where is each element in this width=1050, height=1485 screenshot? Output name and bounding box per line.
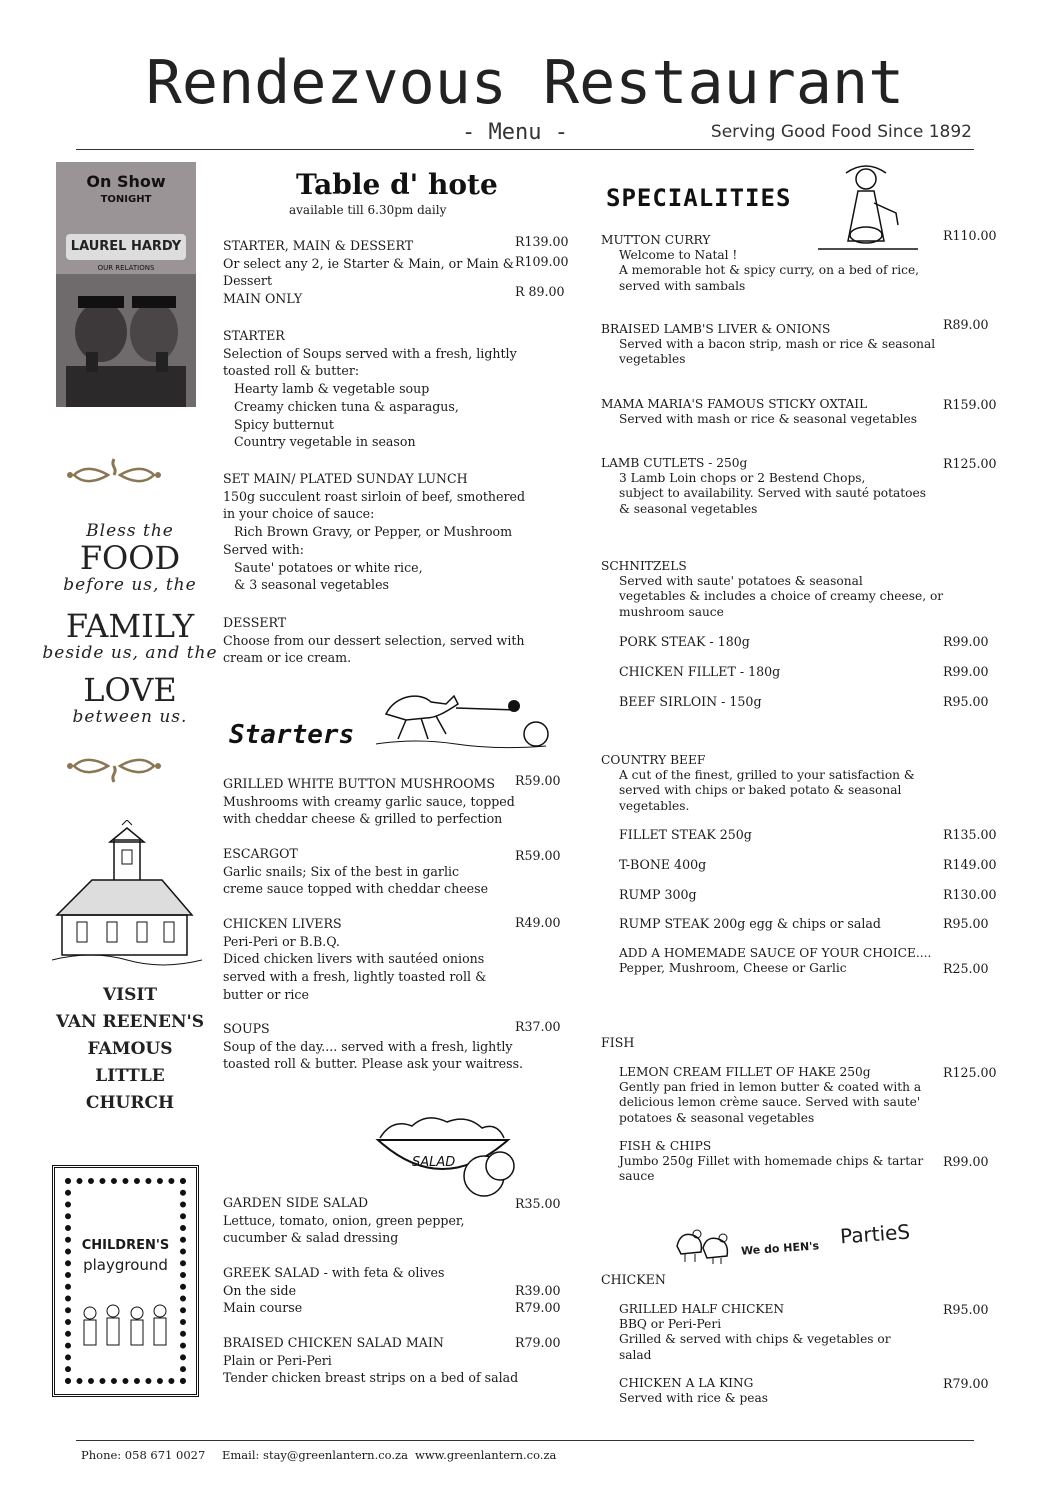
church-drawing [52,820,202,970]
starter-item-desc: toasted roll & butter. Please ask your waitress. [223,1056,524,1072]
fish-desc: sauce [619,1169,655,1184]
schnitzel-price: R99.00 [943,664,989,679]
bless-line7: between us. [72,707,188,727]
bless-line5: beside us, and the [42,643,218,663]
special-desc: A memorable hot & spicy curry, on a bed of rice, [619,263,920,278]
salad-desc: Tender chicken breast strips on a bed of salad [223,1370,519,1386]
starter-opt2: Creamy chicken tuna & asparagus, [234,398,459,414]
starter-opt3: Spicy butternut [234,416,334,432]
main-served: Served with: [223,541,304,557]
fish-price: R99.00 [943,1154,989,1169]
salad-name: GARDEN SIDE SALAD [223,1195,369,1210]
starter-item-4 [223,1020,523,1073]
starter-item-price: R59.00 [515,773,561,788]
schnitzel-price: R95.00 [943,694,989,709]
poster-photo [56,274,196,407]
starter-title: STARTER [223,328,285,343]
chicken-desc: Grilled & served with chips & vegetables or [619,1332,891,1347]
footer-email[interactable]: Email: stay@greenlantern.co.za [222,1448,408,1462]
fish-desc: delicious lemon crème sauce. Served with saute' [619,1095,921,1110]
starter-opt1: Hearty lamb & vegetable soup [234,381,430,397]
dessert-title: DESSERT [223,615,287,630]
starter-item-name: CHICKEN LIVERS [223,916,342,931]
special-name: MUTTON CURRY [601,233,711,247]
main-title: SET MAIN/ PLATED SUNDAY LUNCH [223,471,468,486]
schnitzel-item: PORK STEAK - 180g [619,634,750,649]
restaurant-title: Rendezvous Restaurant [145,48,905,118]
starter-item-price: R59.00 [515,848,561,863]
special-price: R159.00 [943,397,997,412]
visit-line5: CHURCH [85,1093,175,1113]
blessing-quote [30,521,230,727]
bless-line3: before us, the [63,575,197,595]
fish-desc: Jumbo 250g Fillet with homemade chips & tartar [619,1154,924,1169]
beef-title: COUNTRY BEEF [601,753,706,767]
special-desc: vegetables [619,352,686,367]
chicken-item-2 [619,1376,768,1406]
chicken-name: GRILLED HALF CHICKEN [619,1302,785,1316]
special-item-2 [601,322,935,368]
salad-bowl-drawing [372,1108,517,1200]
starter-desc1: Selection of Soups served with a fresh, lightly [223,345,517,361]
starter-opt4: Country vegetable in season [234,434,416,450]
special-price: R110.00 [943,228,997,243]
special-name: MAMA MARIA'S FAMOUS STICKY OXTAIL [601,397,868,411]
poster-line1: On Show [86,172,166,191]
special-name: LAMB CUTLETS - 250g [601,456,748,470]
main-sauce: Rich Brown Gravy, or Pepper, or Mushroom [234,524,513,540]
fish-name: LEMON CREAM FILLET OF HAKE 250g [619,1065,871,1079]
bless-food: FOOD [79,539,181,577]
starter-item-desc: Mushrooms with creamy garlic sauce, topped [223,793,515,809]
salad-desc: cucumber & salad dressing [223,1230,399,1246]
special-desc: 3 Lamb Loin chops or 2 Bestend Chops, [619,471,866,486]
special-price: R125.00 [943,456,997,471]
dhote-main [223,470,525,594]
salad-garden [223,1194,465,1247]
dhote-dessert [223,614,525,667]
beef-price: R95.00 [943,916,989,931]
menu-subtitle: - Menu - [462,120,568,145]
salad-desc: Lettuce, tomato, onion, green pepper, [223,1212,465,1228]
schnitzels-section [601,559,943,620]
chicken-price: R95.00 [943,1302,989,1317]
dessert-desc1: Choose from our dessert selection, served with [223,632,525,648]
schnitzel-item: CHICKEN FILLET - 180g [619,664,781,679]
special-desc: Welcome to Natal ! [619,248,738,263]
beef-price: R130.00 [943,887,997,902]
dhote-price2: R109.00 [515,254,569,269]
chicken-price: R79.00 [943,1376,989,1391]
starter-item-price: R49.00 [515,915,561,930]
footer-phone: Phone: 058 671 0027 [81,1448,206,1462]
dhote-line1: STARTER, MAIN & DESSERT [223,238,414,253]
main-desc2: in your choice of sauce: [223,506,375,522]
footer-divider [76,1440,974,1441]
table-dhote-options [223,237,514,308]
dhote-price1: R139.00 [515,234,569,249]
special-desc: & seasonal vegetables [619,501,758,516]
beef-desc: A cut of the finest, grilled to your satisfaction & [619,768,915,783]
main-desc1: 150g succulent roast sirloin of beef, smothered [223,488,526,504]
chicken-desc: BBQ or Peri-Peri [619,1317,722,1332]
dhote-line2: Or select any 2, ie Starter & Main, or Main & [223,255,514,271]
poster-sub: OUR RELATIONS [97,264,155,272]
country-beef-section [601,753,915,814]
poster-line2: TONIGHT [100,194,152,205]
childrens-playground-sign [52,1165,199,1397]
special-item-1 [601,233,919,294]
special-desc: served with sambals [619,278,746,293]
header-divider [76,149,974,150]
salad-price: R35.00 [515,1196,561,1211]
table-dhote-subtitle: available till 6.30pm daily [289,203,447,217]
schnitzels-desc: Served with saute' potatoes & seasonal [619,574,863,589]
starter-item-2 [223,845,488,898]
starter-item-price: R37.00 [515,1019,561,1034]
dhote-starter [223,327,517,451]
sauce-desc: Pepper, Mushroom, Cheese or Garlic [619,961,847,976]
kids-line2: playground [83,1256,168,1274]
fish-title: FISH [601,1035,635,1050]
beef-item: T-BONE 400g [619,857,707,872]
table-dhote-title: Table d' hote [296,168,498,201]
schnitzel-price: R99.00 [943,634,989,649]
schnitzels-title: SCHNITZELS [601,559,687,573]
beef-desc: vegetables. [619,798,690,813]
tagline: Serving Good Food Since 1892 [710,122,972,142]
fish-item-2 [619,1139,923,1185]
sauce-price: R25.00 [943,961,989,976]
salad-greek [223,1264,444,1317]
special-price: R89.00 [943,317,989,332]
visit-line4: LITTLE [95,1066,165,1086]
hens-small-text: We do HEN's [740,1239,820,1258]
visit-church-text [30,982,230,1117]
salad-name: GREEK SALAD - with feta & olives [223,1265,445,1280]
dhote-line4: MAIN ONLY [223,291,303,307]
kids-drawing [75,1293,175,1363]
starter-item-1 [223,775,515,828]
starter-item-desc: with cheddar cheese & grilled to perfection [223,811,503,827]
fish-desc: potatoes & seasonal vegetables [619,1110,815,1125]
starters-title: Starters [229,720,355,750]
starter-item-name: SOUPS [223,1021,270,1036]
starter-item-desc: butter or rice [223,986,309,1002]
visit-line1: VISIT [102,985,158,1005]
movie-poster [56,162,196,407]
horse-cart-drawing [376,684,551,754]
beef-price: R149.00 [943,857,997,872]
salad-main: Main course [223,1300,303,1316]
left-sidebar [30,155,218,1415]
salad-side: On the side [223,1282,297,1298]
special-item-4 [601,456,926,517]
salad-price: R79.00 [515,1335,561,1350]
footer-website[interactable]: www.greenlantern.co.za [415,1448,557,1462]
chicken-desc: salad [619,1347,652,1362]
dhote-line3: Dessert [223,273,273,289]
fish-item-1 [619,1065,921,1126]
fish-price: R125.00 [943,1065,997,1080]
chicken-name: CHICKEN A LA KING [619,1376,754,1390]
poster-title: LAUREL HARDY [66,234,186,260]
flourish-bottom [64,752,164,786]
bless-line1: Bless the [86,521,174,541]
salad-desc: Plain or Peri-Peri [223,1352,332,1368]
beef-item: FILLET STEAK 250g [619,827,752,842]
special-desc: Served with a bacon strip, mash or rice & seasonal [619,337,936,352]
salad-name: BRAISED CHICKEN SALAD MAIN [223,1335,444,1350]
bless-family: FAMILY [65,607,195,645]
starter-item-desc: Diced chicken livers with sautéed onions [223,951,485,967]
special-desc: Served with mash or rice & seasonal vegetables [619,412,917,427]
dhote-price3: R 89.00 [515,284,565,299]
main-opt1: Saute' potatoes or white rice, [234,559,423,575]
starter-item-desc: Garlic snails; Six of the best in garlic [223,863,460,879]
special-name: BRAISED LAMB'S LIVER & ONIONS [601,322,831,336]
hens-big-text: PartieS [839,1219,911,1249]
main-opt2: & 3 seasonal vegetables [234,577,390,593]
starter-item-3 [223,915,486,1004]
chicken-title: CHICKEN [601,1272,666,1287]
schnitzels-desc: mushroom sauce [619,604,724,619]
chicken-desc: Served with rice & peas [619,1391,769,1406]
starter-item-desc: creme sauce topped with cheddar cheese [223,881,489,897]
special-item-3 [601,397,917,427]
starter-item-desc: Soup of the day.... served with a fresh, lightly [223,1038,513,1054]
visit-line3: FAMOUS [87,1039,173,1059]
specialities-title: SPECIALITIES [606,184,792,212]
salad-chicken [223,1334,518,1387]
sauce-title: ADD A HOMEMADE SAUCE OF YOUR CHOICE.... [619,946,932,960]
schnitzels-desc: vegetables & includes a choice of creamy cheese, or [619,589,944,604]
schnitzel-item: BEEF SIRLOIN - 150g [619,694,762,709]
dessert-desc2: cream or ice cream. [223,650,352,666]
visit-line2: VAN REENEN'S [55,1012,205,1032]
starter-desc2: toasted roll & butter: [223,363,360,379]
beef-item: RUMP STEAK 200g egg & chips or salad [619,916,881,931]
bless-love: LOVE [83,671,177,709]
salad-bowl-label: SALAD [412,1155,456,1170]
beef-desc: served with chips or baked potato & seasonal [619,783,902,798]
beef-item: RUMP 300g [619,887,697,902]
beef-price: R135.00 [943,827,997,842]
flourish-top [64,455,164,489]
starter-item-name: ESCARGOT [223,846,298,861]
fish-desc: Gently pan fried in lemon butter & coated with a [619,1080,922,1095]
special-desc: subject to availability. Served with sauté potatoes [619,486,926,501]
sauce-option [619,946,931,976]
kids-line1: CHILDREN'S [81,1238,170,1253]
chicken-item-1 [619,1302,891,1363]
starter-item-desc: served with a fresh, lightly toasted roll & [223,969,487,985]
fish-name: FISH & CHIPS [619,1139,712,1153]
salad-side-price: R39.00 [515,1283,561,1298]
salad-main-price: R79.00 [515,1300,561,1315]
hens-drawing [673,1222,733,1264]
starter-item-desc: Peri-Peri or B.B.Q. [223,933,340,949]
starter-item-name: GRILLED WHITE BUTTON MUSHROOMS [223,776,496,791]
